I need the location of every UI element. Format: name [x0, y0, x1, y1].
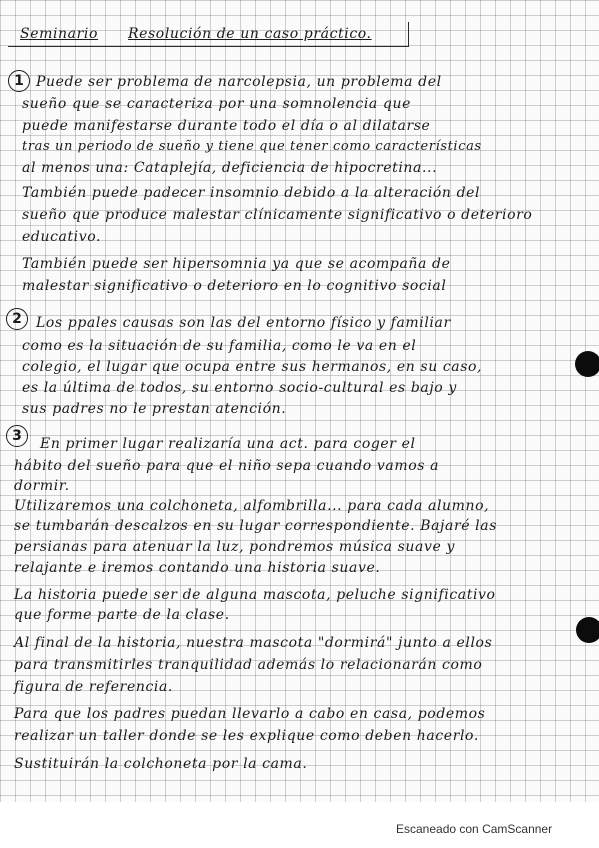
page-title: Resolución de un caso práctico.: [128, 26, 372, 42]
text-line: Utilizaremos una colchoneta, alfombrilla... para cada alumno,: [14, 498, 490, 514]
text-line: como es la situación de su familia, como le va en el: [22, 338, 417, 354]
binder-hole: [575, 351, 599, 377]
text-line: colegio, el lugar que ocupa entre sus hermanos, en su caso,: [22, 359, 483, 375]
text-line: Sustituirán la colchoneta por la cama.: [14, 756, 308, 772]
question-number-2: 2: [6, 308, 28, 330]
text-line: Al final de la historia, nuestra mascota "dormirá" junto a ellos: [14, 635, 493, 651]
text-line: sus padres no le prestan atención.: [22, 401, 287, 417]
text-line: También puede ser hipersomnia ya que se acompaña de: [22, 256, 451, 272]
text-line: Los ppales causas son las del entorno físico y familiar: [36, 315, 451, 331]
question-number-1: 1: [8, 70, 30, 92]
text-line: puede manifestarse durante todo el día o al dilatarse: [22, 118, 431, 134]
text-line: La historia puede ser de alguna mascota, peluche significativo: [14, 587, 496, 603]
text-line: realizar un taller donde se les explique como deben hacerlo.: [14, 728, 479, 744]
binder-hole: [576, 617, 599, 643]
text-line: hábito del sueño para que el niño sepa cuando vamos a: [14, 458, 440, 474]
text-line: se tumbarán descalzos en su lugar correspondiente. Bajaré las: [14, 518, 497, 534]
text-line: También puede padecer insomnio debido a la alteración del: [22, 185, 481, 201]
text-line: es la última de todos, su entorno socio-cultural es bajo y: [22, 380, 457, 396]
text-line: al menos una: Cataplejía, deficiencia de hipocretina...: [22, 160, 438, 176]
text-line: educativo.: [22, 229, 102, 245]
text-line: figura de referencia.: [14, 679, 173, 695]
text-line: En primer lugar realizaría una act. para coger el: [40, 436, 416, 452]
text-line: persianas para atenuar la luz, pondremos música suave y: [14, 539, 455, 555]
text-line: malestar significativo o deterioro en lo cognitivo social: [22, 278, 447, 294]
scanner-watermark: Escaneado con CamScanner: [396, 822, 553, 836]
text-line: Puede ser problema de narcolepsia, un problema del: [36, 74, 442, 90]
text-line: dormir.: [14, 478, 70, 494]
text-line: tras un periodo de sueño y tiene que tener como características: [22, 139, 482, 154]
text-line: Para que los padres puedan llevarlo a cabo en casa, podemos: [14, 706, 486, 722]
text-line: que forme parte de la clase.: [14, 607, 230, 623]
text-line: sueño que se caracteriza por una somnolencia que: [22, 96, 411, 112]
question-number-3: 3: [6, 425, 28, 447]
text-line: sueño que produce malestar clínicamente significativo o deterioro: [22, 207, 533, 223]
text-line: relajante e iremos contando una historia suave.: [14, 560, 381, 576]
course-label: Seminario: [20, 26, 98, 42]
text-line: para transmitirles tranquilidad además lo relacionarán como: [14, 657, 483, 673]
